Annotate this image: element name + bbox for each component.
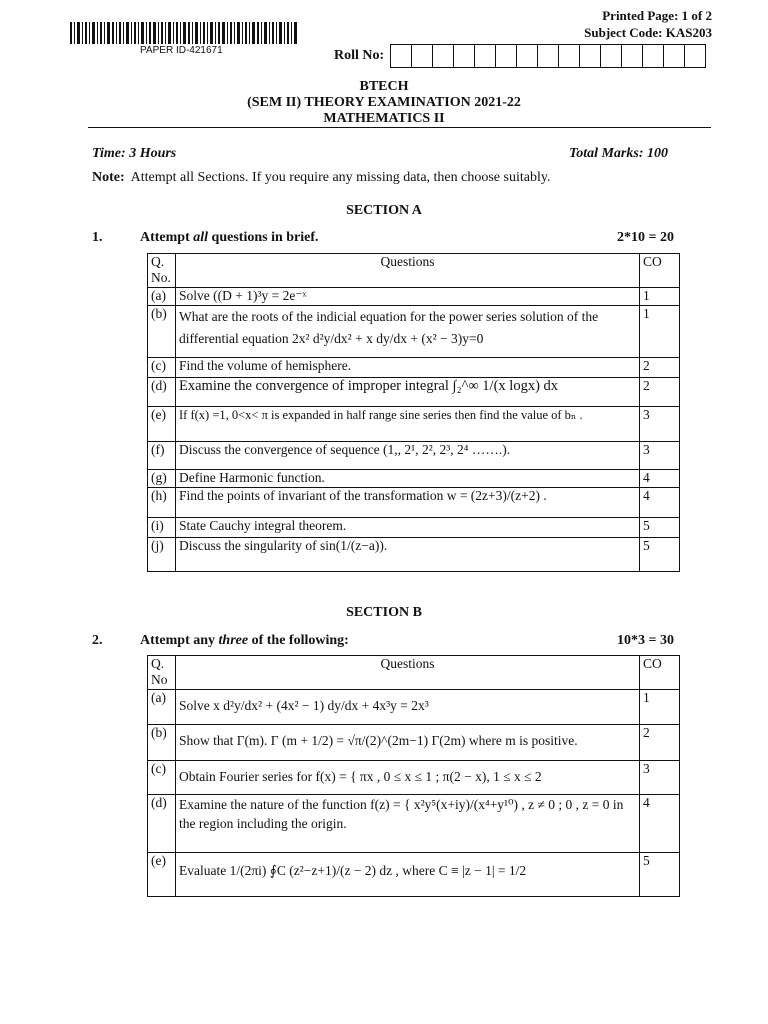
roll-box[interactable] [391, 44, 412, 68]
row-question: Find the points of invariant of the transformation w = (2z+3)/(z+2) . [176, 488, 640, 518]
table-row [148, 725, 680, 761]
header-co: CO [640, 656, 680, 690]
roll-number-boxes[interactable] [390, 44, 706, 68]
row-co: 5 [640, 538, 680, 572]
barcode-image [70, 22, 298, 44]
row-co: 2 [640, 725, 680, 761]
roll-box[interactable] [412, 44, 433, 68]
question-instruction [140, 633, 349, 649]
question-number: 2. [92, 633, 103, 648]
roll-box[interactable] [559, 44, 580, 68]
row-label: (e) [148, 853, 176, 897]
roll-number-field [334, 44, 706, 68]
subject-code: Subject Code: KAS203 [584, 25, 712, 40]
printed-page: Printed Page: 1 of 2 [602, 8, 712, 23]
question-number: 1. [92, 230, 103, 245]
subject-title: MATHEMATICS II [323, 111, 445, 126]
table-row [148, 358, 680, 378]
note-text: Attempt all Sections. If you require any missing data, then choose suitably. [130, 170, 551, 185]
table-row [148, 470, 680, 488]
paper-id: PAPER ID-421671 [140, 45, 223, 56]
roll-box[interactable] [622, 44, 643, 68]
table-row [148, 795, 680, 853]
table-row [148, 853, 680, 897]
roll-box[interactable] [538, 44, 559, 68]
roll-box[interactable] [685, 44, 706, 68]
instruction-text: questions in brief. [208, 230, 319, 245]
question-instruction [140, 230, 319, 246]
row-question: Solve ((D + 1)³y = 2e⁻ˣ [176, 288, 640, 306]
time-allowed: Time: 3 Hours [92, 146, 177, 161]
row-label: (c) [148, 358, 176, 378]
roll-box[interactable] [433, 44, 454, 68]
instruction-text: Attempt any [140, 633, 219, 648]
roll-box[interactable] [664, 44, 685, 68]
table-row [148, 306, 680, 358]
row-co: 3 [640, 407, 680, 442]
section-a-table [147, 253, 680, 572]
roll-box[interactable] [601, 44, 622, 68]
row-label: (i) [148, 518, 176, 538]
row-co: 3 [640, 761, 680, 795]
section-a-title: SECTION A [346, 203, 422, 218]
row-question: Solve x d²y/dx² + (4x² − 1) dy/dx + 4x³y = 2x³ [176, 690, 640, 725]
roll-box[interactable] [643, 44, 664, 68]
table-row [148, 518, 680, 538]
row-question: Evaluate 1/(2πi) ∮C (z²−z+1)/(z − 2) dz , where C ≡ |z − 1| = 1/2 [176, 853, 640, 897]
roll-box[interactable] [580, 44, 601, 68]
row-co: 4 [640, 795, 680, 853]
row-co: 2 [640, 358, 680, 378]
row-co: 4 [640, 488, 680, 518]
roll-box[interactable] [496, 44, 517, 68]
row-label: (f) [148, 442, 176, 470]
row-co: 2 [640, 378, 680, 407]
row-label: (c) [148, 761, 176, 795]
row-question: If f(x) =1, 0<x< π is expanded in half range sine series then find the value of bₙ . [176, 407, 640, 442]
header-co: CO [640, 254, 680, 288]
question-marks: 10*3 = 30 [617, 633, 674, 648]
table-row [148, 761, 680, 795]
row-label: (j) [148, 538, 176, 572]
table-row [148, 538, 680, 572]
row-question: Show that Γ(m). Γ (m + 1/2) = √π/(2)^(2m−1) Γ(2m) where m is positive. [176, 725, 640, 761]
section-b-table [147, 655, 680, 897]
exam-title: (SEM II) THEORY EXAMINATION 2021-22 [247, 95, 521, 110]
row-question: Examine the convergence of improper integral ∫₂^∞ 1/(x logx) dx [176, 378, 640, 407]
row-question: Obtain Fourier series for f(x) = { πx , 0 ≤ x ≤ 1 ; π(2 − x), 1 ≤ x ≤ 2 [176, 761, 640, 795]
roll-box[interactable] [454, 44, 475, 68]
note [92, 170, 550, 186]
roll-no-label: Roll No: [334, 48, 385, 63]
row-label: (e) [148, 407, 176, 442]
table-row [148, 407, 680, 442]
instruction-emphasis: three [218, 633, 249, 648]
table-row [148, 690, 680, 725]
row-label: (a) [148, 690, 176, 725]
row-question: Discuss the convergence of sequence (1,, 2¹, 2², 2³, 2⁴ …….). [176, 442, 640, 470]
row-question: Discuss the singularity of sin(1/(z−a)). [176, 538, 640, 572]
table-row [148, 378, 680, 407]
row-label: (d) [148, 795, 176, 853]
table-row [148, 488, 680, 518]
header-questions: Questions [176, 656, 640, 690]
roll-box[interactable] [517, 44, 538, 68]
row-question: Examine the nature of the function f(z) = { x²y⁵(x+iy)/(x⁴+y¹⁰) , z ≠ 0 ; 0 , z = 0 in the region including the origin. [176, 795, 640, 853]
row-label: (d) [148, 378, 176, 407]
instruction-text: Attempt [140, 230, 194, 245]
question-marks: 2*10 = 20 [617, 230, 674, 245]
instruction-emphasis: all [193, 230, 209, 245]
header-divider [88, 127, 711, 128]
row-co: 5 [640, 853, 680, 897]
row-co: 1 [640, 288, 680, 306]
row-label: (b) [148, 306, 176, 358]
roll-box[interactable] [475, 44, 496, 68]
header-qno: Q. No. [148, 254, 176, 288]
row-label: (g) [148, 470, 176, 488]
instruction-text: of the following: [248, 633, 349, 648]
row-question: Define Harmonic function. [176, 470, 640, 488]
row-co: 3 [640, 442, 680, 470]
note-label: Note: [92, 170, 125, 185]
row-question: State Cauchy integral theorem. [176, 518, 640, 538]
row-co: 4 [640, 470, 680, 488]
row-co: 1 [640, 690, 680, 725]
table-row [148, 442, 680, 470]
table-header [148, 254, 680, 288]
degree-title: BTECH [359, 79, 409, 94]
section-b-title: SECTION B [346, 605, 422, 620]
row-question: Find the volume of hemisphere. [176, 358, 640, 378]
header-qno: Q. No [148, 656, 176, 690]
row-label: (h) [148, 488, 176, 518]
header-questions: Questions [176, 254, 640, 288]
total-marks: Total Marks: 100 [568, 146, 668, 161]
row-label: (b) [148, 725, 176, 761]
row-co: 1 [640, 306, 680, 358]
table-row [148, 288, 680, 306]
row-co: 5 [640, 518, 680, 538]
table-header [148, 656, 680, 690]
row-label: (a) [148, 288, 176, 306]
row-question: What are the roots of the indicial equation for the power series solution of the differential equation 2x² d²y/dx² + x dy/dx + (x² − 3)y=0 [176, 306, 640, 358]
